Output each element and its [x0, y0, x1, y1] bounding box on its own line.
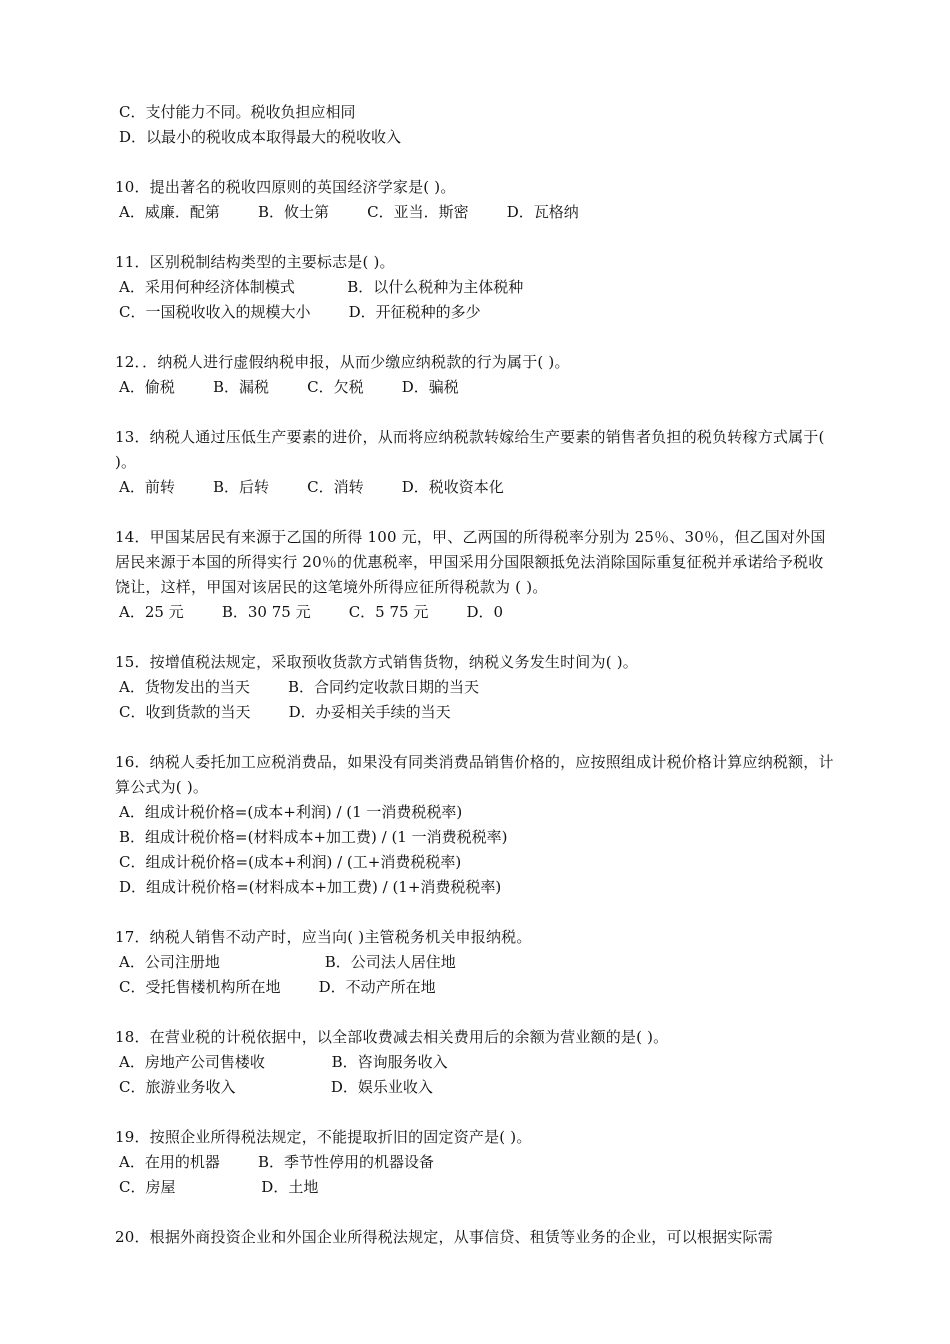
- option-line: D．组成计税价格=(材料成本+加工费) / (1+消费税税率): [119, 878, 502, 896]
- question-block: [115, 175, 837, 225]
- question-gap: [115, 225, 837, 250]
- question-stem: 12．．纳税人进行虚假纳税申报，从而少缴应纳税款的行为属于( )。: [115, 353, 570, 371]
- option-line: A．在用的机器 B．季节性停用的机器设备: [119, 1153, 435, 1171]
- question-block: [115, 250, 837, 325]
- question-gap: [115, 1200, 837, 1225]
- question-stem: 10．提出著名的税收四原则的英国经济学家是( )。: [115, 178, 456, 196]
- question-block: [115, 925, 837, 1000]
- question-stem: 16．纳税人委托加工应税消费品，如果没有同类消费品销售价格的，应按照组成计税价格计算应纳税额，计算公式为( )。: [115, 753, 834, 796]
- question-stem: 14．甲国某居民有来源于乙国的所得 100 元，甲、乙两国的所得税率分别为 25％、30％，但乙国对外国居民来源于本国的所得实行 20％的优惠税率，甲国采用分国限额抵免法消除国际重复征税并承诺给予税收饶让，这样，甲国对该居民的这笔境外所得应征所得税款为 ( )。: [115, 528, 826, 596]
- option-line: B．组成计税价格=(材料成本+加工费) / (1 一消费税税率): [119, 828, 508, 846]
- question-gap: [115, 900, 837, 925]
- option-line: D．以最小的税收成本取得最大的税收收入: [119, 128, 402, 146]
- option-line: A．25 元 B．30 75 元 C．5 75 元 D．0: [119, 603, 504, 621]
- option-line: C．一国税收收入的规模大小 D．开征税种的多少: [119, 303, 481, 321]
- question-gap: [115, 150, 837, 175]
- question-block: [115, 1225, 837, 1250]
- option-line: A．货物发出的当天 B．合同约定收款日期的当天: [119, 678, 480, 696]
- question-stem: 18．在营业税的计税依据中，以全部收费减去相关费用后的余额为营业额的是( )。: [115, 1028, 669, 1046]
- question-gap: [115, 625, 837, 650]
- question-block: [115, 1025, 837, 1100]
- document-content: [115, 100, 837, 1250]
- question-block: [115, 425, 837, 500]
- question-stem: 15．按增值税法规定，采取预收货款方式销售货物，纳税义务发生时间为( )。: [115, 653, 638, 671]
- question-block: [115, 350, 837, 400]
- question-gap: [115, 725, 837, 750]
- option-line: C．支付能力不同。税收负担应相同: [119, 103, 356, 121]
- question-stem: 13．纳税人通过压低生产要素的进价，从而将应纳税款转嫁给生产要素的销售者负担的税负转稼方式属于( )。: [115, 428, 825, 471]
- question-gap: [115, 400, 837, 425]
- question-block: [115, 750, 837, 900]
- option-line: A．前转 B．后转 C．消转 D．税收资本化: [119, 478, 504, 496]
- option-line: C．旅游业务收入 D．娱乐业收入: [119, 1078, 433, 1096]
- option-line: A．公司注册地 B．公司法人居住地: [119, 953, 456, 971]
- option-line: A．威廉．配第 B．攸士第 C．亚当．斯密 D．瓦格纳: [119, 203, 579, 221]
- question-block: [115, 525, 837, 625]
- question-gap: [115, 500, 837, 525]
- question-block: [115, 650, 837, 725]
- option-line: C．组成计税价格=(成本+利润) / (工+消费税税率): [119, 853, 462, 871]
- question-stem: 17．纳税人销售不动产时，应当向( )主管税务机关申报纳税。: [115, 928, 532, 946]
- question-stem: 11．区别税制结构类型的主要标志是( )。: [115, 253, 395, 271]
- option-line: C．收到货款的当天 D．办妥相关手续的当天: [119, 703, 451, 721]
- question-stem: 20．根据外商投资企业和外国企业所得税法规定，从事信贷、租赁等业务的企业，可以根据实际需: [115, 1228, 773, 1246]
- option-line: C．房屋 D．土地: [119, 1178, 319, 1196]
- question-gap: [115, 325, 837, 350]
- option-line: A．房地产公司售楼收 B．咨询服务收入: [119, 1053, 448, 1071]
- question-gap: [115, 1000, 837, 1025]
- option-line: A．采用何种经济体制模式 B．以什么税种为主体税种: [119, 278, 524, 296]
- question-block: [115, 1125, 837, 1200]
- option-line: A．组成计税价格=(成本+利润) / (1 一消费税税率): [119, 803, 463, 821]
- option-line: A．偷税 B．漏税 C．欠税 D．骗税: [119, 378, 459, 396]
- question-gap: [115, 1100, 837, 1125]
- option-line: C．受托售楼机构所在地 D．不动产所在地: [119, 978, 436, 996]
- question-stem: 19．按照企业所得税法规定，不能提取折旧的固定资产是( )。: [115, 1128, 532, 1146]
